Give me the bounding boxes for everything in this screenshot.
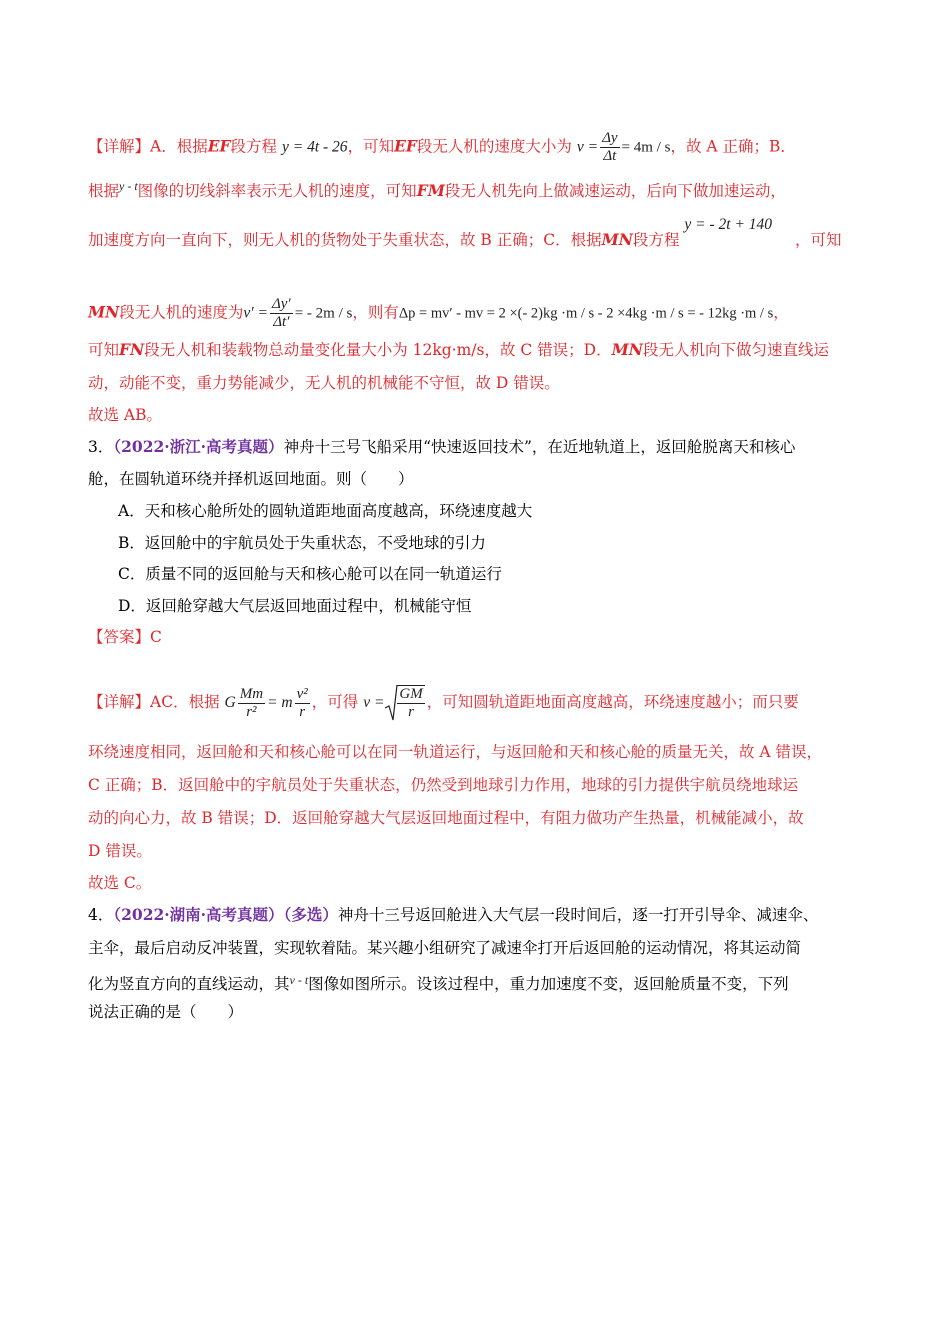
question-source: （2022·浙江·高考真题） bbox=[113, 437, 284, 456]
sqrt-sign-icon bbox=[384, 684, 398, 722]
text: 段无人机和装载物总动量变化量大小为 12kg·m/s，故 C 错误；D． bbox=[144, 341, 612, 359]
segment-mn: MN bbox=[88, 302, 120, 322]
detail-label: 【详解】 bbox=[88, 693, 151, 711]
fraction-v2-r bbox=[295, 686, 310, 721]
text: 图像的切线斜率表示无人机的速度，可知 bbox=[137, 182, 417, 200]
q3-answer: 【答案】C bbox=[88, 628, 162, 646]
q4-stem-line-3 bbox=[88, 970, 868, 994]
text: ，故 A 正确；B． bbox=[670, 137, 796, 156]
q3-conclusion: 故选 C。 bbox=[88, 874, 152, 892]
q3-detail-line-1 bbox=[88, 684, 868, 722]
question-number: 3． bbox=[88, 438, 114, 456]
text: 段无人机先向上做减速运动，后向下做加速运动， bbox=[444, 182, 786, 200]
fraction-mm-r2 bbox=[238, 686, 265, 721]
q3-detail-line-4: 动的向心力，故 B 错误；D．返回舱穿越大气层返回地面过程中，有阻力做功产生热量，机械能减小，故 bbox=[88, 809, 804, 827]
segment-fn: FN bbox=[119, 340, 145, 359]
denominator: r² bbox=[246, 703, 257, 720]
text: ，可知 bbox=[794, 231, 842, 249]
math: G bbox=[224, 694, 236, 711]
text: 可知 bbox=[88, 341, 120, 359]
sqrt-gm-r bbox=[384, 684, 426, 722]
q4-stem-line-2: 主伞，最后启动反冲装置，实现软着陆。某兴趣小组研究了减速伞打开后返回舱的运动情况，将其运动简 bbox=[88, 939, 802, 957]
q4-stem-line-1 bbox=[88, 905, 868, 925]
question-source: （2022·湖南·高考真题） bbox=[113, 905, 284, 924]
text: 段方程 bbox=[632, 231, 680, 249]
numerator: Mm bbox=[239, 685, 264, 702]
text: AC．根据 bbox=[150, 693, 220, 711]
momentum-equation: Δp = mv′ - mv = 2 ×(- 2)kg ·m / s - 2 ×4kg ·m / s = - 12kg ·m / s bbox=[398, 305, 774, 322]
denominator: Δt bbox=[603, 148, 617, 164]
segment-fm: FM bbox=[416, 181, 445, 200]
text: 段无人机的速度为 bbox=[119, 303, 244, 322]
q3-detail-line-5: D 错误。 bbox=[88, 842, 152, 860]
numerator: Δy′ bbox=[271, 296, 291, 312]
q3-option-d: D．返回舱穿越大气层返回地面过程中，机械能守恒 bbox=[118, 597, 472, 615]
text: 段无人机向下做匀速直线运 bbox=[642, 341, 829, 359]
text: A．根据 bbox=[150, 137, 208, 156]
text: ， bbox=[773, 303, 789, 322]
fraction-dy-dt-prime bbox=[270, 296, 293, 331]
text: 段方程 bbox=[230, 137, 278, 156]
fraction-gm-r bbox=[397, 685, 424, 721]
q2-detail-line-4 bbox=[88, 296, 868, 331]
denominator: r bbox=[408, 704, 414, 720]
math: v - t bbox=[289, 973, 309, 987]
text: 神舟十三号返回舱进入大气层一段时间后，逐一打开引导伞、减速伞、 bbox=[337, 906, 819, 924]
math: v = bbox=[363, 694, 385, 711]
q2-detail-line-2 bbox=[88, 176, 868, 201]
q3-option-c: C．质量不同的返回舱与天和核心舱可以在同一轨道运行 bbox=[118, 565, 502, 583]
q3-detail-line-3: C 正确；B．返回舱中的宇航员处于失重状态，仍然受到地球引力作用，地球的引力提供宇航员绕地球运 bbox=[88, 776, 799, 794]
text: 神舟十三号飞船采用“快速返回技术”，在近地轨道上，返回舱脱离天和核心 bbox=[283, 438, 796, 456]
multi-choice-tag: （多选） bbox=[283, 905, 338, 924]
segment-ef: EF bbox=[207, 136, 231, 156]
equation-mn: y = - 2t + 140 bbox=[684, 216, 773, 233]
q3-stem-line-1 bbox=[88, 437, 868, 457]
equation-ef: y = 4t - 26 bbox=[282, 138, 348, 156]
numerator: Δy bbox=[602, 130, 618, 146]
text: 根据 bbox=[88, 182, 120, 200]
numerator: GM bbox=[399, 686, 423, 702]
text: 图像如图所示。设该过程中，重力加速度不变，返回舱质量不变，下列 bbox=[308, 975, 789, 993]
q3-option-a: A．天和核心舱所处的圆轨道距地面高度越高，环绕速度越大 bbox=[118, 502, 533, 520]
math: y - t bbox=[119, 179, 138, 193]
text: ，则有 bbox=[352, 303, 399, 322]
q3-stem-line-2: 舱，在圆轨道环绕并择机返回地面。则（ ） bbox=[88, 470, 414, 488]
q2-detail-line-3 bbox=[88, 216, 868, 251]
math: = m bbox=[267, 694, 293, 711]
denominator: r bbox=[299, 703, 306, 720]
q2-conclusion: 故选 AB。 bbox=[88, 406, 163, 424]
fraction-dy-dt bbox=[600, 130, 619, 165]
question-number: 4． bbox=[88, 906, 114, 924]
text: 段无人机的速度大小为 bbox=[416, 137, 572, 156]
segment-mn: MN bbox=[611, 340, 643, 359]
segment-ef: EF bbox=[394, 136, 417, 156]
q3-option-b: B．返回舱中的宇航员处于失重状态，不受地球的引力 bbox=[118, 534, 486, 552]
numerator: v² bbox=[296, 685, 308, 702]
math: = 4m / s bbox=[621, 139, 671, 156]
math: v′ = bbox=[243, 304, 268, 322]
text: ，可知圆轨道距地面高度越高，环绕速度越小；而只要 bbox=[426, 693, 799, 711]
denominator: Δt′ bbox=[273, 314, 290, 330]
math: = - 2m / s bbox=[294, 305, 353, 322]
q3-detail-line-2: 环绕速度相同，返回舱和天和核心舱可以在同一轨道运行，与返回舱和天和核心舱的质量无关，故 A 错误， bbox=[88, 743, 823, 761]
detail-label: 【详解】 bbox=[88, 137, 151, 156]
q2-detail-line-6: 动，动能不变，重力势能减少，无人机的机械能不守恒，故 D 错误。 bbox=[88, 374, 560, 392]
q2-detail-line-1 bbox=[88, 130, 868, 165]
segment-mn: MN bbox=[601, 230, 633, 249]
q2-detail-line-5 bbox=[88, 340, 868, 360]
q4-stem-line-4: 说法正确的是（ ） bbox=[88, 1003, 244, 1021]
text: ，可知 bbox=[347, 137, 395, 156]
text: 化为竖直方向的直线运动，其 bbox=[88, 975, 290, 993]
text: 加速度方向一直向下，则无人机的货物处于失重状态，故 B 正确；C．根据 bbox=[88, 231, 602, 249]
math: v = bbox=[576, 138, 599, 156]
text: ，可得 bbox=[311, 693, 359, 711]
